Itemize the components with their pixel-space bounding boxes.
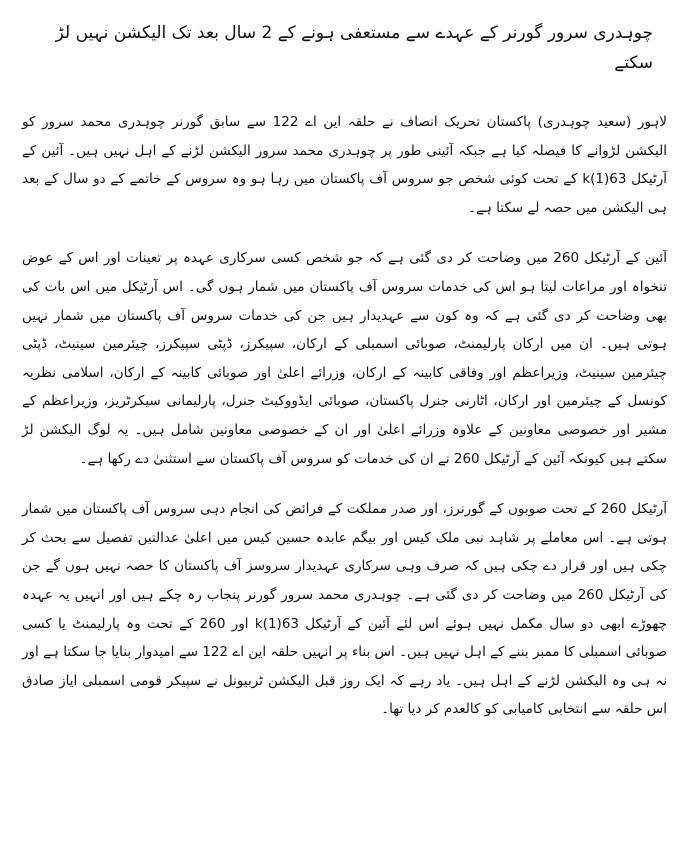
article-headline: چوہدری سرور گورنر کے عہدے سے مستعفی ہونے کے 2 سال بعد تک الیکشن نہیں لڑ سکتے <box>55 23 653 73</box>
article-paragraph-3: آرٹیکل 260 کے تحت صوبوں کے گورنرز، اور صدر مملکت کے فرائض کی انجام دہی سروس آف پاکستان میں شمار ہوتی ہے۔ اس معاملے پر شاہد نبی ملک کیس اور بیگم عابدہ حسین کیس میں اعلیٰ عدالتیں تفصیل سے بحث کر چکی ہیں اور قرار دے چکی ہیں کہ صرف وہی سرکاری عہدیدار سروسز آف پاکستان کا حصہ نہیں ہوں گے جن کی آرٹیکل 260 میں وضاحت کر دی گئی ہے۔ چوہدری محمد سرور گورنر پنجاب رہ چکے ہیں اور انہیں یہ عہدہ چھوڑے ابھی دو سال مکمل نہیں ہوئے اس لئے آئین کے آرٹیکل 63(1)k اور 260 کے تحت وہ پارلیمنٹ یا کسی صوبائی اسمبلی کا ممبر بننے کے اہل نہیں ہیں۔ اس بناء پر انہیں حلقہ این اے 122 سے امیدوار بنایا جا سکتا ہے اور نہ ہی وہ الیکشن لڑنے کے اہل ہیں۔ یاد رہے کہ ایک روز قبل الیکشن ٹربیونل نے سپیکر قومی اسمبلی ایاز صادق اس حلقہ سے انتخابی کامیابی کو کالعدم کر دیا تھا۔ <box>22 501 668 718</box>
article-paragraph-1: لاہور (سعید چوہدری) پاکستان تحریک انصاف نے حلقہ این اے 122 سے سابق گورنر چوہدری محمد سرور کو الیکشن لڑوانے کا فیصلہ کیا ہے جبکہ آئینی طور پر چوہدری محمد سرور الیکشن لڑنے کے اہل نہیں ہیں۔ آئین کے آرٹیکل 63(1)k کے تحت کوئی شخص جو سروس آف پاکستان میں رہا ہو وہ سروس کے خاتمے کے دو سال کے بعد ہی الیکشن میں حصہ لے سکتا ہے۔ <box>22 114 668 216</box>
article-paragraph-2: آئین کے آرٹیکل 260 میں وضاحت کر دی گئی ہے کہ جو شخص کسی سرکاری عہدہ پر تعینات اور اس کے عوض تنخواہ اور مراعات لیتا ہو اس کی خدمات سروس آف پاکستان میں شمار ہوں گی۔ اس آرٹیکل میں اس بات کی بھی وضاحت کر دی گئی ہے کہ وہ کون سے عہدیدار ہیں جن کی خدمات سروس آف پاکستان میں شمار نہیں ہوتی ہیں۔ ان میں ارکان پارلیمنٹ، صوبائی اسمبلی کے ارکان، سپیکرز، ڈپٹی سپیکرز، چیئرمین سینیٹ، ڈپٹی چیئرمین سینیٹ، وزیراعظم اور وفاقی کابینہ کے ارکان، وزرائے اعلیٰ اور صوبائی کابینہ کے ارکان، اسلامی نظریہ کونسل کے چیئرمین اور ارکان، اٹارنی جنرل پاکستان، صوبائی ایڈووکیٹ جنرل، پارلیمانی سیکرٹریز، وزیراعظم کے مشیر اور خصوصی معاونین کے علاوہ وزرائے اعلیٰ اور ان کے خصوصی معاونین شامل ہیں۔ یہ لوگ الیکشن لڑ سکتے ہیں کیونکہ آئین کے آرٹیکل 260 نے ان کی خدمات کو سروس آف پاکستان سے استثنیٰ دے رکھا ہے۔ <box>22 250 667 467</box>
